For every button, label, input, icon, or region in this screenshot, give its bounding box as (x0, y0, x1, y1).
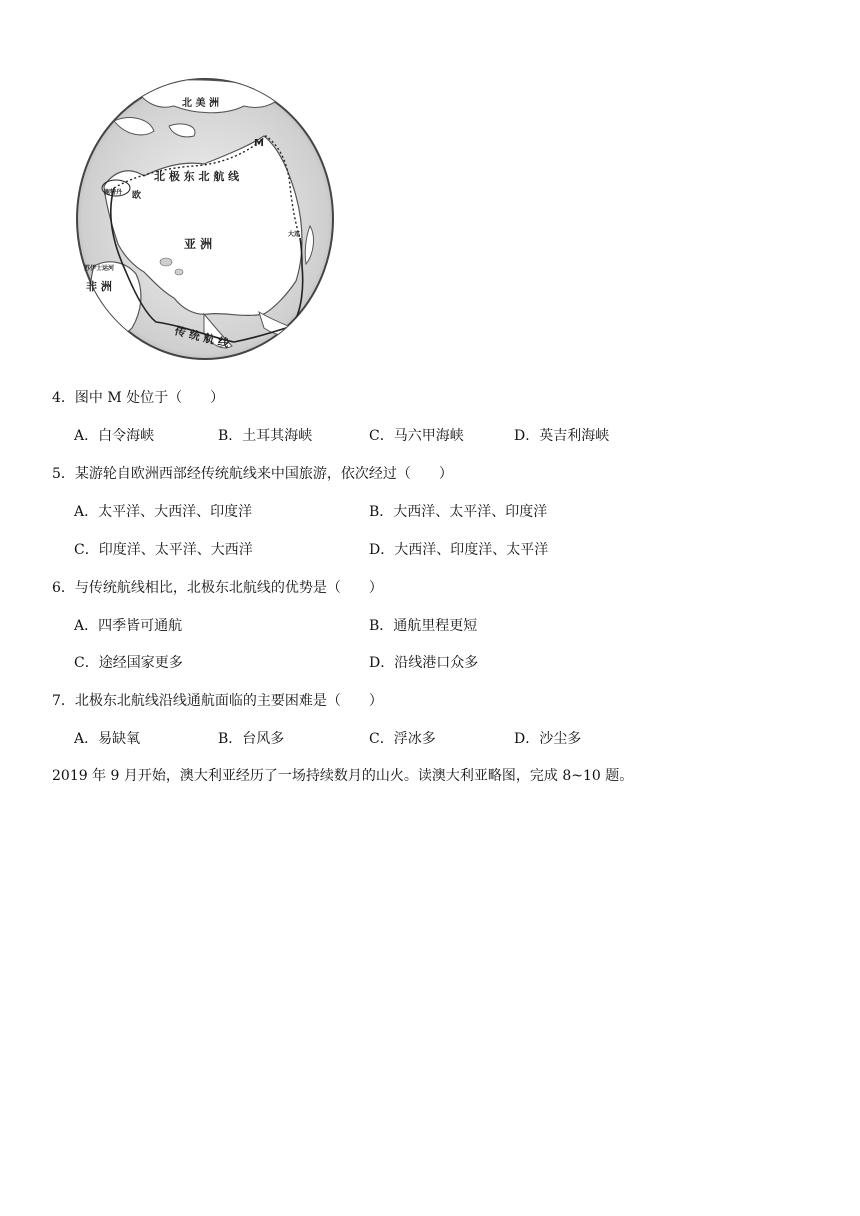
map-label-africa: 非 洲 (86, 280, 112, 293)
question-4-stem: 4．图中 M 处位于（ ） (52, 390, 225, 406)
map-label-m: M (254, 138, 264, 149)
arctic-route-map (74, 76, 336, 362)
question-7-option-b[interactable]: B．台风多 (218, 731, 285, 747)
question-5-option-d[interactable]: D．大西洋、印度洋、太平洋 (369, 542, 549, 558)
question-7-stem: 7．北极东北航线沿线通航面临的主要困难是（ ） (52, 693, 383, 709)
question-7-option-c[interactable]: C．浮冰多 (369, 731, 436, 747)
question-6-option-b[interactable]: B．通航里程更短 (369, 618, 478, 634)
question-5-option-c[interactable]: C．印度洋、太平洋、大西洋 (74, 542, 253, 558)
question-7-option-d[interactable]: D．沙尘多 (514, 731, 582, 747)
map-label-asia: 亚 洲 (184, 237, 213, 251)
map-label-europe: 欧 (132, 191, 142, 201)
question-7-option-a[interactable]: A．易缺氧 (74, 731, 141, 747)
map-label-rotterdam: 鹿特丹 (104, 189, 123, 196)
question-5-option-a[interactable]: A．太平洋、大西洋、印度洋 (74, 504, 253, 520)
question-4-option-b[interactable]: B．土耳其海峡 (218, 428, 313, 444)
map-label-suez: 苏伊士运河 (84, 265, 115, 272)
question-6-option-c[interactable]: C．途经国家更多 (74, 655, 183, 671)
question-4-option-c[interactable]: C．马六甲海峡 (369, 428, 464, 444)
map-label-traditional-route: 传 统 航 线 (173, 324, 231, 351)
question-4-option-d[interactable]: D．英吉利海峡 (514, 428, 610, 444)
question-5-stem: 5．某游轮自欧洲西部经传统航线来中国旅游，依次经过（ ） (52, 466, 453, 482)
question-6-stem: 6．与传统航线相比，北极东北航线的优势是（ ） (52, 580, 383, 596)
map-label-dalian: 大连 (288, 231, 301, 238)
map-label-northeast-route: 北 极 东 北 航 线 (154, 170, 240, 183)
question-5-option-b[interactable]: B．大西洋、太平洋、印度洋 (369, 504, 548, 520)
question-6-option-d[interactable]: D．沿线港口众多 (369, 655, 479, 671)
intro-paragraph: 2019 年 9 月开始，澳大利亚经历了一场持续数月的山火。读澳大利亚略图，完成 8~10 题。 (52, 768, 634, 784)
question-4-option-a[interactable]: A．白令海峡 (74, 428, 155, 444)
question-6-option-a[interactable]: A．四季皆可通航 (74, 618, 183, 634)
map-label-north-america: 北 美 洲 (182, 98, 219, 109)
